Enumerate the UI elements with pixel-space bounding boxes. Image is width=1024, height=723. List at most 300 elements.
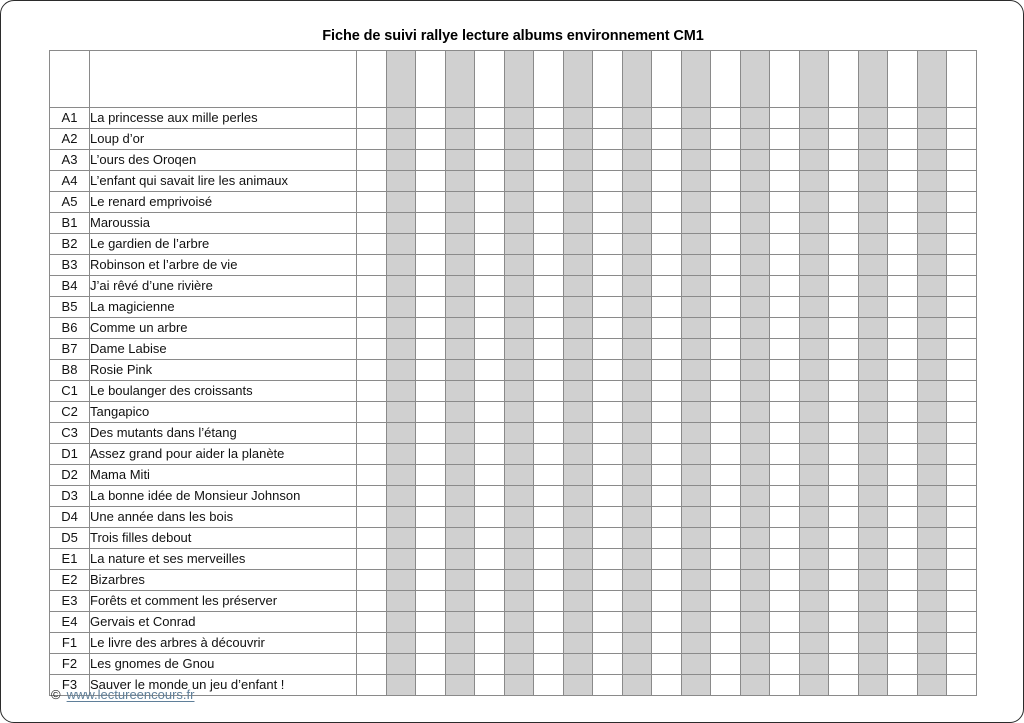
tracking-checkbox-cell[interactable] [622, 171, 652, 192]
tracking-checkbox-cell[interactable] [652, 570, 682, 591]
tracking-checkbox-cell[interactable] [357, 549, 387, 570]
tracking-checkbox-cell[interactable] [888, 465, 918, 486]
tracking-checkbox-cell[interactable] [888, 654, 918, 675]
tracking-checkbox-cell[interactable] [947, 150, 977, 171]
tracking-checkbox-cell[interactable] [829, 108, 859, 129]
tracking-checkbox-cell[interactable] [829, 507, 859, 528]
tracking-checkbox-cell[interactable] [947, 360, 977, 381]
tracking-checkbox-cell[interactable] [652, 402, 682, 423]
tracking-checkbox-cell[interactable] [799, 423, 829, 444]
tracking-checkbox-cell[interactable] [888, 171, 918, 192]
tracking-checkbox-cell[interactable] [740, 465, 770, 486]
tracking-checkbox-cell[interactable] [770, 297, 800, 318]
tracking-checkbox-cell[interactable] [799, 129, 829, 150]
tracking-checkbox-cell[interactable] [386, 633, 416, 654]
tracking-checkbox-cell[interactable] [563, 276, 593, 297]
tracking-checkbox-cell[interactable] [770, 318, 800, 339]
tracking-checkbox-cell[interactable] [770, 654, 800, 675]
tracking-checkbox-cell[interactable] [357, 423, 387, 444]
tracking-checkbox-cell[interactable] [416, 150, 446, 171]
tracking-checkbox-cell[interactable] [711, 129, 741, 150]
tracking-checkbox-cell[interactable] [799, 612, 829, 633]
tracking-checkbox-cell[interactable] [681, 213, 711, 234]
tracking-checkbox-cell[interactable] [829, 612, 859, 633]
tracking-checkbox-cell[interactable] [681, 402, 711, 423]
tracking-checkbox-cell[interactable] [652, 276, 682, 297]
tracking-checkbox-cell[interactable] [622, 612, 652, 633]
tracking-checkbox-cell[interactable] [947, 507, 977, 528]
tracking-checkbox-cell[interactable] [947, 129, 977, 150]
tracking-checkbox-cell[interactable] [888, 549, 918, 570]
tracking-checkbox-cell[interactable] [770, 486, 800, 507]
tracking-checkbox-cell[interactable] [386, 150, 416, 171]
tracking-checkbox-cell[interactable] [622, 486, 652, 507]
tracking-checkbox-cell[interactable] [622, 633, 652, 654]
tracking-checkbox-cell[interactable] [799, 591, 829, 612]
tracking-checkbox-cell[interactable] [770, 423, 800, 444]
tracking-checkbox-cell[interactable] [622, 423, 652, 444]
tracking-checkbox-cell[interactable] [563, 528, 593, 549]
tracking-checkbox-cell[interactable] [917, 255, 947, 276]
tracking-checkbox-cell[interactable] [416, 381, 446, 402]
tracking-checkbox-cell[interactable] [917, 612, 947, 633]
tracking-checkbox-cell[interactable] [445, 444, 475, 465]
tracking-checkbox-cell[interactable] [445, 213, 475, 234]
tracking-checkbox-cell[interactable] [740, 171, 770, 192]
tracking-checkbox-cell[interactable] [888, 360, 918, 381]
tracking-checkbox-cell[interactable] [829, 549, 859, 570]
tracking-checkbox-cell[interactable] [593, 549, 623, 570]
tracking-checkbox-cell[interactable] [917, 444, 947, 465]
tracking-checkbox-cell[interactable] [829, 465, 859, 486]
tracking-checkbox-cell[interactable] [681, 612, 711, 633]
tracking-checkbox-cell[interactable] [917, 297, 947, 318]
tracking-checkbox-cell[interactable] [445, 171, 475, 192]
tracking-checkbox-cell[interactable] [416, 423, 446, 444]
tracking-checkbox-cell[interactable] [711, 234, 741, 255]
tracking-checkbox-cell[interactable] [799, 465, 829, 486]
tracking-checkbox-cell[interactable] [799, 255, 829, 276]
tracking-checkbox-cell[interactable] [357, 528, 387, 549]
tracking-checkbox-cell[interactable] [947, 486, 977, 507]
tracking-checkbox-cell[interactable] [770, 192, 800, 213]
tracking-checkbox-cell[interactable] [770, 129, 800, 150]
tracking-checkbox-cell[interactable] [770, 549, 800, 570]
tracking-checkbox-cell[interactable] [740, 570, 770, 591]
tracking-checkbox-cell[interactable] [740, 297, 770, 318]
tracking-checkbox-cell[interactable] [593, 150, 623, 171]
tracking-checkbox-cell[interactable] [593, 255, 623, 276]
tracking-checkbox-cell[interactable] [681, 654, 711, 675]
tracking-checkbox-cell[interactable] [947, 339, 977, 360]
tracking-checkbox-cell[interactable] [888, 444, 918, 465]
tracking-checkbox-cell[interactable] [593, 528, 623, 549]
tracking-checkbox-cell[interactable] [622, 255, 652, 276]
tracking-checkbox-cell[interactable] [770, 612, 800, 633]
tracking-checkbox-cell[interactable] [917, 486, 947, 507]
tracking-checkbox-cell[interactable] [386, 276, 416, 297]
tracking-checkbox-cell[interactable] [563, 297, 593, 318]
tracking-checkbox-cell[interactable] [622, 591, 652, 612]
tracking-checkbox-cell[interactable] [681, 171, 711, 192]
tracking-checkbox-cell[interactable] [858, 486, 888, 507]
tracking-checkbox-cell[interactable] [652, 444, 682, 465]
tracking-checkbox-cell[interactable] [416, 129, 446, 150]
tracking-checkbox-cell[interactable] [740, 486, 770, 507]
tracking-checkbox-cell[interactable] [652, 654, 682, 675]
tracking-checkbox-cell[interactable] [740, 381, 770, 402]
tracking-checkbox-cell[interactable] [563, 213, 593, 234]
tracking-checkbox-cell[interactable] [445, 192, 475, 213]
tracking-checkbox-cell[interactable] [593, 402, 623, 423]
tracking-checkbox-cell[interactable] [386, 549, 416, 570]
tracking-checkbox-cell[interactable] [681, 318, 711, 339]
tracking-checkbox-cell[interactable] [593, 192, 623, 213]
tracking-checkbox-cell[interactable] [593, 570, 623, 591]
tracking-checkbox-cell[interactable] [563, 423, 593, 444]
tracking-checkbox-cell[interactable] [770, 234, 800, 255]
tracking-checkbox-cell[interactable] [416, 402, 446, 423]
tracking-checkbox-cell[interactable] [917, 192, 947, 213]
tracking-checkbox-cell[interactable] [504, 675, 534, 696]
tracking-checkbox-cell[interactable] [504, 360, 534, 381]
tracking-checkbox-cell[interactable] [681, 486, 711, 507]
tracking-checkbox-cell[interactable] [357, 612, 387, 633]
tracking-checkbox-cell[interactable] [563, 318, 593, 339]
tracking-checkbox-cell[interactable] [357, 654, 387, 675]
tracking-checkbox-cell[interactable] [534, 549, 564, 570]
tracking-checkbox-cell[interactable] [622, 108, 652, 129]
tracking-checkbox-cell[interactable] [475, 129, 505, 150]
tracking-checkbox-cell[interactable] [534, 318, 564, 339]
tracking-checkbox-cell[interactable] [386, 192, 416, 213]
tracking-checkbox-cell[interactable] [711, 633, 741, 654]
tracking-checkbox-cell[interactable] [681, 234, 711, 255]
tracking-checkbox-cell[interactable] [475, 255, 505, 276]
tracking-checkbox-cell[interactable] [416, 465, 446, 486]
tracking-checkbox-cell[interactable] [475, 675, 505, 696]
tracking-checkbox-cell[interactable] [947, 318, 977, 339]
tracking-checkbox-cell[interactable] [534, 129, 564, 150]
tracking-checkbox-cell[interactable] [681, 423, 711, 444]
tracking-checkbox-cell[interactable] [829, 150, 859, 171]
tracking-checkbox-cell[interactable] [917, 654, 947, 675]
tracking-checkbox-cell[interactable] [829, 444, 859, 465]
tracking-checkbox-cell[interactable] [917, 570, 947, 591]
tracking-checkbox-cell[interactable] [504, 402, 534, 423]
tracking-checkbox-cell[interactable] [711, 402, 741, 423]
tracking-checkbox-cell[interactable] [917, 108, 947, 129]
tracking-checkbox-cell[interactable] [770, 339, 800, 360]
tracking-checkbox-cell[interactable] [858, 612, 888, 633]
tracking-checkbox-cell[interactable] [416, 297, 446, 318]
tracking-checkbox-cell[interactable] [888, 192, 918, 213]
tracking-checkbox-cell[interactable] [799, 192, 829, 213]
tracking-checkbox-cell[interactable] [947, 381, 977, 402]
tracking-checkbox-cell[interactable] [445, 255, 475, 276]
tracking-checkbox-cell[interactable] [534, 570, 564, 591]
tracking-checkbox-cell[interactable] [445, 381, 475, 402]
tracking-checkbox-cell[interactable] [917, 402, 947, 423]
tracking-checkbox-cell[interactable] [740, 360, 770, 381]
tracking-checkbox-cell[interactable] [858, 129, 888, 150]
tracking-checkbox-cell[interactable] [652, 591, 682, 612]
tracking-checkbox-cell[interactable] [622, 675, 652, 696]
tracking-checkbox-cell[interactable] [357, 465, 387, 486]
tracking-checkbox-cell[interactable] [534, 255, 564, 276]
tracking-checkbox-cell[interactable] [445, 486, 475, 507]
tracking-checkbox-cell[interactable] [445, 465, 475, 486]
tracking-checkbox-cell[interactable] [681, 570, 711, 591]
tracking-checkbox-cell[interactable] [563, 465, 593, 486]
tracking-checkbox-cell[interactable] [504, 297, 534, 318]
tracking-checkbox-cell[interactable] [888, 591, 918, 612]
tracking-checkbox-cell[interactable] [475, 612, 505, 633]
tracking-checkbox-cell[interactable] [888, 612, 918, 633]
tracking-checkbox-cell[interactable] [622, 192, 652, 213]
tracking-checkbox-cell[interactable] [711, 150, 741, 171]
tracking-checkbox-cell[interactable] [593, 171, 623, 192]
tracking-checkbox-cell[interactable] [357, 213, 387, 234]
tracking-checkbox-cell[interactable] [770, 255, 800, 276]
tracking-checkbox-cell[interactable] [799, 276, 829, 297]
tracking-checkbox-cell[interactable] [770, 591, 800, 612]
tracking-checkbox-cell[interactable] [475, 486, 505, 507]
tracking-checkbox-cell[interactable] [563, 234, 593, 255]
tracking-checkbox-cell[interactable] [445, 633, 475, 654]
tracking-checkbox-cell[interactable] [563, 633, 593, 654]
tracking-checkbox-cell[interactable] [947, 108, 977, 129]
tracking-checkbox-cell[interactable] [681, 297, 711, 318]
tracking-checkbox-cell[interactable] [652, 234, 682, 255]
tracking-checkbox-cell[interactable] [770, 276, 800, 297]
tracking-checkbox-cell[interactable] [622, 213, 652, 234]
tracking-checkbox-cell[interactable] [475, 381, 505, 402]
tracking-checkbox-cell[interactable] [534, 234, 564, 255]
tracking-checkbox-cell[interactable] [829, 381, 859, 402]
tracking-checkbox-cell[interactable] [445, 234, 475, 255]
tracking-checkbox-cell[interactable] [829, 276, 859, 297]
tracking-checkbox-cell[interactable] [386, 129, 416, 150]
tracking-checkbox-cell[interactable] [416, 570, 446, 591]
tracking-checkbox-cell[interactable] [829, 486, 859, 507]
tracking-checkbox-cell[interactable] [593, 654, 623, 675]
tracking-checkbox-cell[interactable] [799, 381, 829, 402]
tracking-checkbox-cell[interactable] [593, 276, 623, 297]
tracking-checkbox-cell[interactable] [799, 528, 829, 549]
tracking-checkbox-cell[interactable] [740, 675, 770, 696]
tracking-checkbox-cell[interactable] [563, 402, 593, 423]
tracking-checkbox-cell[interactable] [534, 108, 564, 129]
tracking-checkbox-cell[interactable] [947, 549, 977, 570]
tracking-checkbox-cell[interactable] [445, 129, 475, 150]
tracking-checkbox-cell[interactable] [917, 213, 947, 234]
tracking-checkbox-cell[interactable] [357, 507, 387, 528]
tracking-checkbox-cell[interactable] [445, 108, 475, 129]
tracking-checkbox-cell[interactable] [563, 507, 593, 528]
tracking-checkbox-cell[interactable] [681, 129, 711, 150]
tracking-checkbox-cell[interactable] [504, 465, 534, 486]
tracking-checkbox-cell[interactable] [475, 297, 505, 318]
tracking-checkbox-cell[interactable] [858, 276, 888, 297]
tracking-checkbox-cell[interactable] [947, 528, 977, 549]
tracking-checkbox-cell[interactable] [593, 591, 623, 612]
tracking-checkbox-cell[interactable] [829, 528, 859, 549]
tracking-checkbox-cell[interactable] [593, 444, 623, 465]
tracking-checkbox-cell[interactable] [357, 129, 387, 150]
tracking-checkbox-cell[interactable] [416, 171, 446, 192]
tracking-checkbox-cell[interactable] [563, 360, 593, 381]
tracking-checkbox-cell[interactable] [888, 276, 918, 297]
tracking-checkbox-cell[interactable] [770, 360, 800, 381]
tracking-checkbox-cell[interactable] [652, 339, 682, 360]
tracking-checkbox-cell[interactable] [888, 339, 918, 360]
tracking-checkbox-cell[interactable] [563, 339, 593, 360]
tracking-checkbox-cell[interactable] [416, 486, 446, 507]
tracking-checkbox-cell[interactable] [652, 213, 682, 234]
tracking-checkbox-cell[interactable] [681, 339, 711, 360]
tracking-checkbox-cell[interactable] [681, 591, 711, 612]
tracking-checkbox-cell[interactable] [711, 612, 741, 633]
tracking-checkbox-cell[interactable] [711, 549, 741, 570]
tracking-checkbox-cell[interactable] [357, 675, 387, 696]
tracking-checkbox-cell[interactable] [622, 297, 652, 318]
tracking-checkbox-cell[interactable] [357, 297, 387, 318]
tracking-checkbox-cell[interactable] [445, 150, 475, 171]
tracking-checkbox-cell[interactable] [858, 633, 888, 654]
tracking-checkbox-cell[interactable] [445, 507, 475, 528]
tracking-checkbox-cell[interactable] [888, 234, 918, 255]
tracking-checkbox-cell[interactable] [652, 423, 682, 444]
tracking-checkbox-cell[interactable] [858, 444, 888, 465]
tracking-checkbox-cell[interactable] [416, 675, 446, 696]
tracking-checkbox-cell[interactable] [622, 465, 652, 486]
tracking-checkbox-cell[interactable] [622, 570, 652, 591]
tracking-checkbox-cell[interactable] [593, 633, 623, 654]
tracking-checkbox-cell[interactable] [947, 255, 977, 276]
tracking-checkbox-cell[interactable] [475, 591, 505, 612]
tracking-checkbox-cell[interactable] [386, 570, 416, 591]
tracking-checkbox-cell[interactable] [770, 171, 800, 192]
tracking-checkbox-cell[interactable] [770, 675, 800, 696]
tracking-checkbox-cell[interactable] [917, 129, 947, 150]
tracking-checkbox-cell[interactable] [357, 108, 387, 129]
tracking-checkbox-cell[interactable] [888, 633, 918, 654]
tracking-checkbox-cell[interactable] [770, 528, 800, 549]
tracking-checkbox-cell[interactable] [386, 381, 416, 402]
tracking-checkbox-cell[interactable] [947, 402, 977, 423]
tracking-checkbox-cell[interactable] [652, 528, 682, 549]
tracking-checkbox-cell[interactable] [711, 297, 741, 318]
tracking-checkbox-cell[interactable] [917, 675, 947, 696]
tracking-checkbox-cell[interactable] [858, 528, 888, 549]
tracking-checkbox-cell[interactable] [917, 276, 947, 297]
tracking-checkbox-cell[interactable] [888, 570, 918, 591]
tracking-checkbox-cell[interactable] [947, 444, 977, 465]
tracking-checkbox-cell[interactable] [947, 297, 977, 318]
tracking-checkbox-cell[interactable] [504, 129, 534, 150]
tracking-checkbox-cell[interactable] [711, 444, 741, 465]
tracking-checkbox-cell[interactable] [888, 318, 918, 339]
tracking-checkbox-cell[interactable] [504, 570, 534, 591]
tracking-checkbox-cell[interactable] [711, 213, 741, 234]
tracking-checkbox-cell[interactable] [711, 570, 741, 591]
tracking-checkbox-cell[interactable] [357, 360, 387, 381]
tracking-checkbox-cell[interactable] [770, 381, 800, 402]
tracking-checkbox-cell[interactable] [711, 318, 741, 339]
tracking-checkbox-cell[interactable] [475, 570, 505, 591]
tracking-checkbox-cell[interactable] [652, 150, 682, 171]
tracking-checkbox-cell[interactable] [799, 213, 829, 234]
tracking-checkbox-cell[interactable] [622, 381, 652, 402]
tracking-checkbox-cell[interactable] [416, 612, 446, 633]
tracking-checkbox-cell[interactable] [799, 360, 829, 381]
tracking-checkbox-cell[interactable] [652, 633, 682, 654]
tracking-checkbox-cell[interactable] [504, 423, 534, 444]
tracking-checkbox-cell[interactable] [917, 633, 947, 654]
tracking-checkbox-cell[interactable] [888, 108, 918, 129]
tracking-checkbox-cell[interactable] [681, 360, 711, 381]
tracking-checkbox-cell[interactable] [829, 339, 859, 360]
tracking-checkbox-cell[interactable] [475, 507, 505, 528]
tracking-checkbox-cell[interactable] [740, 654, 770, 675]
tracking-checkbox-cell[interactable] [947, 213, 977, 234]
tracking-checkbox-cell[interactable] [681, 675, 711, 696]
tracking-checkbox-cell[interactable] [622, 339, 652, 360]
tracking-checkbox-cell[interactable] [445, 402, 475, 423]
tracking-checkbox-cell[interactable] [593, 381, 623, 402]
tracking-checkbox-cell[interactable] [622, 507, 652, 528]
tracking-checkbox-cell[interactable] [947, 423, 977, 444]
tracking-checkbox-cell[interactable] [416, 339, 446, 360]
tracking-checkbox-cell[interactable] [504, 633, 534, 654]
tracking-checkbox-cell[interactable] [534, 486, 564, 507]
tracking-checkbox-cell[interactable] [652, 129, 682, 150]
tracking-checkbox-cell[interactable] [829, 423, 859, 444]
tracking-checkbox-cell[interactable] [858, 108, 888, 129]
tracking-checkbox-cell[interactable] [504, 339, 534, 360]
tracking-checkbox-cell[interactable] [799, 234, 829, 255]
tracking-checkbox-cell[interactable] [622, 150, 652, 171]
tracking-checkbox-cell[interactable] [947, 633, 977, 654]
tracking-checkbox-cell[interactable] [740, 318, 770, 339]
tracking-checkbox-cell[interactable] [770, 108, 800, 129]
tracking-checkbox-cell[interactable] [563, 381, 593, 402]
tracking-checkbox-cell[interactable] [681, 528, 711, 549]
tracking-checkbox-cell[interactable] [563, 612, 593, 633]
tracking-checkbox-cell[interactable] [799, 549, 829, 570]
tracking-checkbox-cell[interactable] [386, 318, 416, 339]
tracking-checkbox-cell[interactable] [357, 402, 387, 423]
tracking-checkbox-cell[interactable] [681, 507, 711, 528]
tracking-checkbox-cell[interactable] [799, 570, 829, 591]
tracking-checkbox-cell[interactable] [534, 465, 564, 486]
tracking-checkbox-cell[interactable] [888, 402, 918, 423]
tracking-checkbox-cell[interactable] [475, 444, 505, 465]
tracking-checkbox-cell[interactable] [711, 591, 741, 612]
tracking-checkbox-cell[interactable] [534, 171, 564, 192]
tracking-checkbox-cell[interactable] [416, 528, 446, 549]
tracking-checkbox-cell[interactable] [917, 465, 947, 486]
tracking-checkbox-cell[interactable] [504, 654, 534, 675]
tracking-checkbox-cell[interactable] [475, 465, 505, 486]
tracking-checkbox-cell[interactable] [357, 591, 387, 612]
tracking-checkbox-cell[interactable] [563, 591, 593, 612]
tracking-checkbox-cell[interactable] [799, 171, 829, 192]
tracking-checkbox-cell[interactable] [947, 675, 977, 696]
tracking-checkbox-cell[interactable] [622, 318, 652, 339]
tracking-checkbox-cell[interactable] [652, 507, 682, 528]
